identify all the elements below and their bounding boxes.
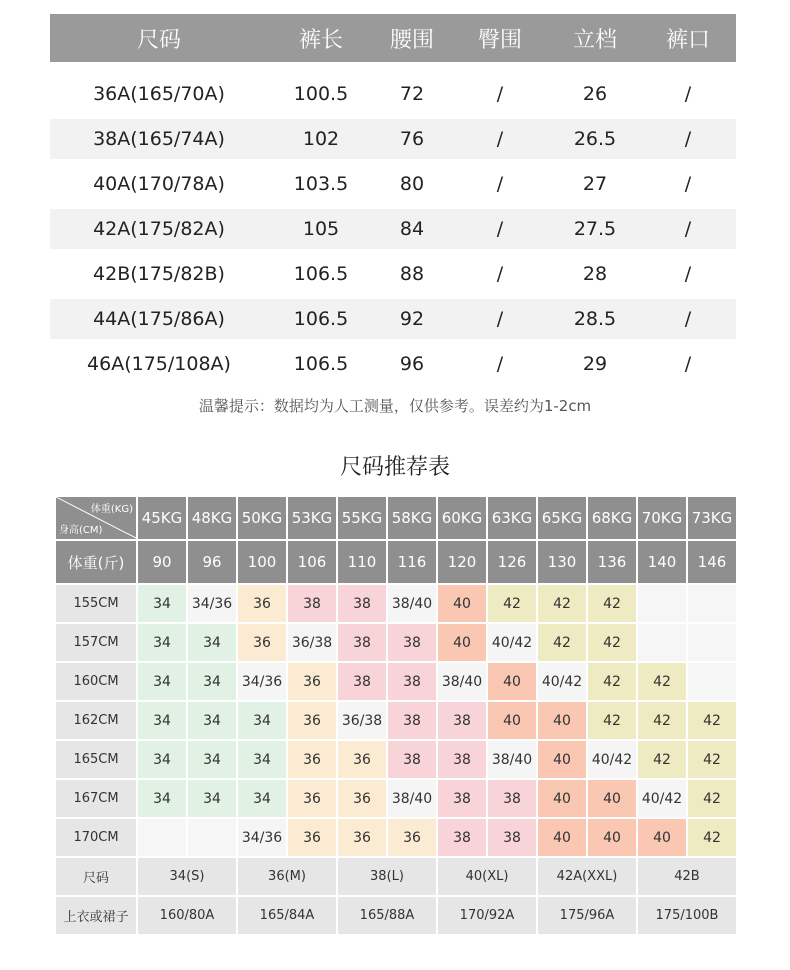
top-row-label: 上衣或裙子 <box>55 896 137 935</box>
recommended-size-cell <box>637 623 687 662</box>
recommended-size-cell <box>687 623 737 662</box>
row-waist-cell: 96 <box>399 353 425 375</box>
recommended-size-cell <box>137 818 187 857</box>
recommended-size-cell: 34/36 <box>237 662 287 701</box>
recommended-size-cell: 34 <box>187 740 237 779</box>
weight-kg-cell: 70KG <box>637 496 687 540</box>
row-size-cell: 42B(175/82B) <box>93 263 225 285</box>
recommended-size-cell: 34/36 <box>187 584 237 623</box>
size-table-row <box>50 119 736 159</box>
row-rise-cell: 26 <box>582 83 608 105</box>
row-waist-cell: 72 <box>399 83 425 105</box>
row-leg-opening-cell: / <box>684 263 692 285</box>
row-pants-length-cell: 105 <box>302 218 340 240</box>
header-size: 尺码 <box>136 27 181 53</box>
recommended-size-cell: 36 <box>287 740 337 779</box>
recommended-size-cell <box>637 584 687 623</box>
weight-jin-cell: 90 <box>137 540 187 584</box>
weight-kg-cell: 53KG <box>287 496 337 540</box>
recommended-size-cell: 40 <box>587 818 637 857</box>
recommended-size-cell: 42 <box>687 818 737 857</box>
header-waist: 腰围 <box>389 27 434 53</box>
row-hip-cell: / <box>496 173 504 195</box>
recommended-size-cell: 38/40 <box>387 779 437 818</box>
recommended-size-cell: 34 <box>137 740 187 779</box>
header-pants-length: 裤长 <box>298 27 343 53</box>
recommended-size-cell: 38 <box>387 662 437 701</box>
recommended-size-cell: 36 <box>287 701 337 740</box>
recommended-size-cell: 36 <box>337 779 387 818</box>
height-row <box>55 584 737 623</box>
height-row <box>55 740 737 779</box>
height-label: 160CM <box>55 662 137 701</box>
weight-jin-cell: 140 <box>637 540 687 584</box>
size-name-cell: 42A(XXL) <box>537 857 637 896</box>
row-rise-cell: 28.5 <box>573 308 617 330</box>
recommended-size-cell: 38/40 <box>487 740 537 779</box>
recommended-size-cell: 42 <box>587 623 637 662</box>
recommended-size-cell: 40/42 <box>487 623 537 662</box>
recommended-size-cell: 40/42 <box>637 779 687 818</box>
row-pants-length-cell: 102 <box>302 128 340 150</box>
recommended-size-cell: 40 <box>487 701 537 740</box>
recommended-size-cell: 34 <box>187 701 237 740</box>
weight-kg-cell: 73KG <box>687 496 737 540</box>
recommended-size-cell: 38 <box>487 818 537 857</box>
recommended-size-cell: 38 <box>437 701 487 740</box>
row-hip-cell: / <box>496 263 504 285</box>
top-size-cell: 165/88A <box>337 896 437 935</box>
recommended-size-cell: 34 <box>137 584 187 623</box>
height-label: 165CM <box>55 740 137 779</box>
height-row <box>55 779 737 818</box>
top-size-cell: 175/100B <box>637 896 737 935</box>
row-leg-opening-cell: / <box>684 353 692 375</box>
recommended-size-cell: 34 <box>137 662 187 701</box>
recommended-size-cell: 36 <box>287 818 337 857</box>
height-label: 155CM <box>55 584 137 623</box>
recommended-size-cell: 34 <box>237 779 287 818</box>
recommended-size-cell: 42 <box>587 701 637 740</box>
weight-jin-row <box>55 540 737 584</box>
recommended-size-cell: 38 <box>337 662 387 701</box>
recommended-size-cell: 38 <box>437 740 487 779</box>
row-hip-cell: / <box>496 308 504 330</box>
height-row <box>55 818 737 857</box>
recommended-size-cell: 38 <box>337 623 387 662</box>
size-label-row <box>55 857 737 896</box>
row-pants-length-cell: 106.5 <box>293 353 349 375</box>
recommended-size-cell: 34 <box>137 701 187 740</box>
recommended-size-cell: 34 <box>187 779 237 818</box>
size-name-cell: 34(S) <box>137 857 237 896</box>
recommended-size-cell <box>687 584 737 623</box>
weight-jin-cell: 106 <box>287 540 337 584</box>
row-leg-opening-cell: / <box>684 128 692 150</box>
recommended-size-cell: 36 <box>287 662 337 701</box>
recommended-size-cell: 38 <box>437 779 487 818</box>
top-size-cell: 175/96A <box>537 896 637 935</box>
size-table-row <box>50 299 736 339</box>
recommended-size-cell: 38/40 <box>387 584 437 623</box>
weight-jin-cell: 120 <box>437 540 487 584</box>
row-hip-cell: / <box>496 83 504 105</box>
row-size-cell: 38A(165/74A) <box>93 128 225 150</box>
row-leg-opening-cell: / <box>684 218 692 240</box>
weight-jin-cell: 126 <box>487 540 537 584</box>
row-size-cell: 44A(175/86A) <box>93 308 225 330</box>
weight-kg-cell: 45KG <box>137 496 187 540</box>
weight-jin-cell: 96 <box>187 540 237 584</box>
row-waist-cell: 76 <box>399 128 425 150</box>
weight-jin-cell: 146 <box>687 540 737 584</box>
row-rise-cell: 26.5 <box>573 128 617 150</box>
recommended-size-cell: 38 <box>437 818 487 857</box>
recommended-size-cell: 36 <box>237 584 287 623</box>
weight-kg-cell: 60KG <box>437 496 487 540</box>
recommended-size-cell: 42 <box>587 662 637 701</box>
corner-weight-label: 体重(KG) <box>90 504 133 515</box>
recommended-size-cell: 42 <box>637 701 687 740</box>
recommended-size-cell: 40 <box>437 584 487 623</box>
size-table-row <box>50 209 736 249</box>
recommended-size-cell: 42 <box>587 584 637 623</box>
height-row <box>55 701 737 740</box>
top-size-cell: 170/92A <box>437 896 537 935</box>
row-rise-cell: 28 <box>582 263 608 285</box>
recommended-size-cell: 38/40 <box>437 662 487 701</box>
size-table-row <box>50 74 736 114</box>
row-hip-cell: / <box>496 218 504 240</box>
row-hip-cell: / <box>496 128 504 150</box>
recommended-size-cell: 40/42 <box>537 662 587 701</box>
header-rise: 立档 <box>572 27 617 53</box>
weight-jin-label: 体重(斤) <box>55 540 137 584</box>
row-size-cell: 46A(175/108A) <box>87 353 231 375</box>
recommended-size-cell <box>187 818 237 857</box>
row-rise-cell: 27.5 <box>573 218 617 240</box>
recommended-size-cell: 34 <box>137 779 187 818</box>
size-table-body <box>50 74 736 384</box>
row-hip-cell: / <box>496 353 504 375</box>
recommended-size-cell: 34 <box>187 662 237 701</box>
recommended-size-cell: 34 <box>137 623 187 662</box>
row-pants-length-cell: 103.5 <box>293 173 349 195</box>
weight-kg-cell: 50KG <box>237 496 287 540</box>
size-table-row <box>50 344 736 384</box>
recommended-size-cell: 40 <box>537 818 587 857</box>
recommended-size-cell: 38 <box>387 701 437 740</box>
top-size-row <box>55 896 737 935</box>
size-name-cell: 42B <box>637 857 737 896</box>
weight-jin-cell: 130 <box>537 540 587 584</box>
row-waist-cell: 84 <box>399 218 425 240</box>
recommended-size-cell: 40 <box>537 779 587 818</box>
recommended-size-cell: 42 <box>537 584 587 623</box>
recommendation-title: 尺码推荐表 <box>339 455 450 480</box>
header-leg-opening: 裤口 <box>665 27 710 53</box>
row-pants-length-cell: 100.5 <box>293 83 349 105</box>
row-leg-opening-cell: / <box>684 83 692 105</box>
size-table-row <box>50 164 736 204</box>
weight-kg-row <box>55 496 737 540</box>
recommended-size-cell: 42 <box>487 584 537 623</box>
size-name-cell: 36(M) <box>237 857 337 896</box>
weight-kg-cell: 58KG <box>387 496 437 540</box>
row-waist-cell: 92 <box>399 308 425 330</box>
weight-kg-cell: 55KG <box>337 496 387 540</box>
recommended-size-cell <box>687 662 737 701</box>
weight-kg-cell: 68KG <box>587 496 637 540</box>
recommended-size-cell: 34 <box>237 740 287 779</box>
recommended-size-cell: 34 <box>237 701 287 740</box>
recommended-size-cell: 40 <box>537 701 587 740</box>
size-table <box>50 14 736 384</box>
row-rise-cell: 29 <box>582 353 608 375</box>
weight-jin-cell: 136 <box>587 540 637 584</box>
recommended-size-cell: 36 <box>337 740 387 779</box>
corner-height-label: 身高(CM) <box>59 525 103 536</box>
recommended-size-cell: 36/38 <box>337 701 387 740</box>
row-rise-cell: 27 <box>582 173 608 195</box>
top-size-cell: 160/80A <box>137 896 237 935</box>
size-row-label: 尺码 <box>55 857 137 896</box>
corner-header <box>55 496 137 540</box>
height-label: 162CM <box>55 701 137 740</box>
height-label: 170CM <box>55 818 137 857</box>
recommended-size-cell: 38 <box>387 623 437 662</box>
weight-jin-cell: 116 <box>387 540 437 584</box>
row-pants-length-cell: 106.5 <box>293 263 349 285</box>
weight-jin-cell: 100 <box>237 540 287 584</box>
recommended-size-cell: 36 <box>287 779 337 818</box>
height-row <box>55 662 737 701</box>
recommended-size-cell: 42 <box>637 662 687 701</box>
row-pants-length-cell: 106.5 <box>293 308 349 330</box>
recommended-size-cell: 42 <box>687 779 737 818</box>
recommended-size-cell: 40 <box>487 662 537 701</box>
row-waist-cell: 80 <box>399 173 425 195</box>
height-label: 157CM <box>55 623 137 662</box>
recommended-size-cell: 40 <box>537 740 587 779</box>
recommended-size-cell: 36 <box>337 818 387 857</box>
measurement-note: 温馨提示：数据均为人工测量，仅供参考。误差约为1-2cm <box>198 397 592 415</box>
recommended-size-cell: 42 <box>687 740 737 779</box>
recommended-size-cell: 40 <box>437 623 487 662</box>
row-size-cell: 40A(170/78A) <box>93 173 225 195</box>
size-name-cell: 40(XL) <box>437 857 537 896</box>
recommended-size-cell: 34 <box>187 623 237 662</box>
row-size-cell: 36A(165/70A) <box>93 83 225 105</box>
weight-kg-cell: 48KG <box>187 496 237 540</box>
row-waist-cell: 88 <box>399 263 425 285</box>
height-row <box>55 623 737 662</box>
recommended-size-cell: 36 <box>237 623 287 662</box>
top-size-cell: 165/84A <box>237 896 337 935</box>
row-leg-opening-cell: / <box>684 308 692 330</box>
recommended-size-cell: 40/42 <box>587 740 637 779</box>
weight-jin-cell: 110 <box>337 540 387 584</box>
weight-kg-cell: 63KG <box>487 496 537 540</box>
header-hip: 臀围 <box>477 27 522 53</box>
recommended-size-cell: 40 <box>637 818 687 857</box>
recommended-size-cell: 34/36 <box>237 818 287 857</box>
size-table-row <box>50 254 736 294</box>
recommended-size-cell: 38 <box>287 584 337 623</box>
recommended-size-cell: 40 <box>587 779 637 818</box>
recommended-size-cell: 36/38 <box>287 623 337 662</box>
recommended-size-cell: 42 <box>687 701 737 740</box>
height-label: 167CM <box>55 779 137 818</box>
weight-kg-cell: 65KG <box>537 496 587 540</box>
recommended-size-cell: 42 <box>637 740 687 779</box>
size-name-cell: 38(L) <box>337 857 437 896</box>
row-size-cell: 42A(175/82A) <box>93 218 225 240</box>
row-leg-opening-cell: / <box>684 173 692 195</box>
recommended-size-cell: 42 <box>537 623 587 662</box>
recommended-size-cell: 36 <box>387 818 437 857</box>
size-table-header <box>50 14 736 62</box>
recommended-size-cell: 38 <box>337 584 387 623</box>
size-recommendation-table <box>54 495 738 936</box>
recommended-size-cell: 38 <box>387 740 437 779</box>
recommended-size-cell: 38 <box>487 779 537 818</box>
